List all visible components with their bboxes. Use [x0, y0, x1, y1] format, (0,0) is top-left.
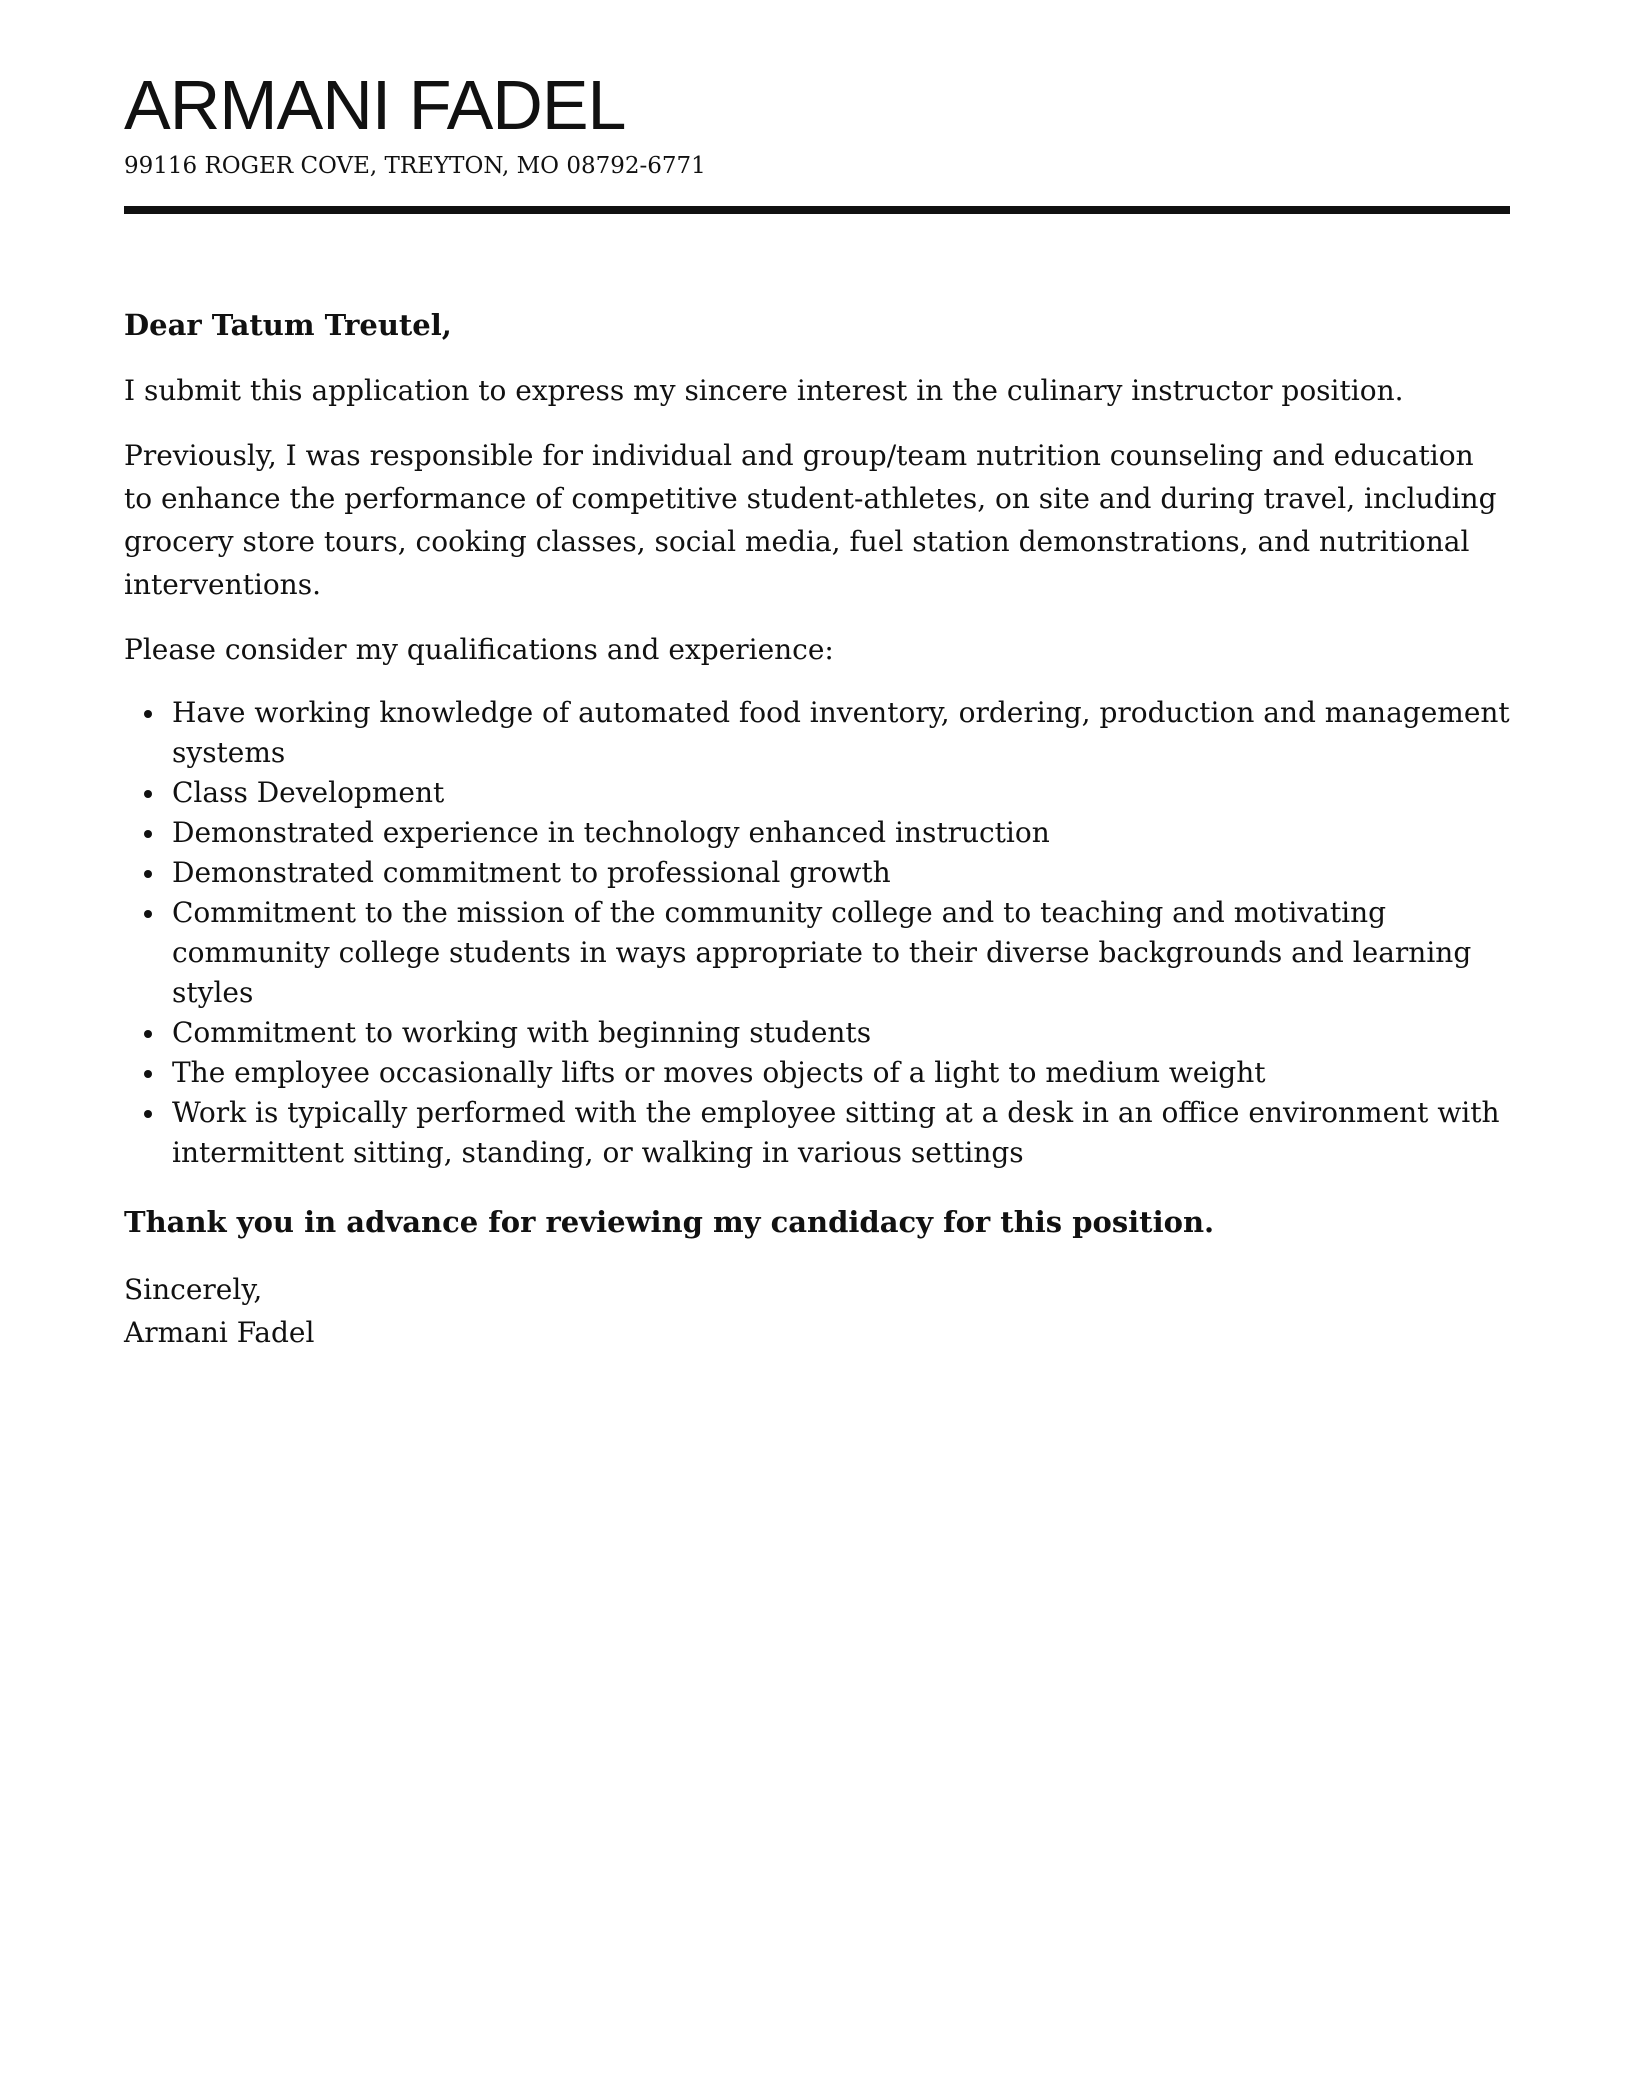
experience-paragraph: Previously, I was responsible for individual and group/team nutrition counseling and education to enhance the performance of competitive student-athletes, on site and during travel, including grocery store tours, cooking classes, social media, fuel station demonstrations, and nutritional interventions. — [124, 439, 1497, 601]
signoff: Sincerely, — [124, 1273, 263, 1306]
applicant-address: 99116 ROGER COVE, TREYTON, MO 08792-6771 — [124, 153, 706, 179]
list-item: Commitment to working with beginning students — [172, 1013, 1510, 1053]
applicant-name: ARMANI FADEL — [124, 66, 626, 144]
qualifications-list — [124, 693, 1510, 1173]
list-item: Class Development — [172, 773, 1510, 813]
signature-name: Armani Fadel — [124, 1316, 315, 1349]
list-item: Have working knowledge of automated food inventory, ordering, production and management systems — [172, 693, 1510, 773]
list-item: The employee occasionally lifts or moves objects of a light to medium weight — [172, 1053, 1510, 1093]
qualifications-intro: Please consider my qualifications and experience: — [124, 633, 834, 666]
list-item: Demonstrated commitment to professional growth — [172, 853, 1510, 893]
intro-paragraph: I submit this application to express my sincere interest in the culinary instructor position. — [124, 374, 1404, 407]
header-divider — [124, 206, 1510, 214]
list-item: Work is typically performed with the employee sitting at a desk in an office environment with intermittent sitting, standing, or walking in various settings — [172, 1093, 1510, 1173]
closing-statement: Thank you in advance for reviewing my candidacy for this position. — [124, 1205, 1215, 1239]
salutation: Dear Tatum Treutel, — [124, 308, 452, 342]
list-item: Commitment to the mission of the community college and to teaching and motivating community college students in ways appropriate to their diverse backgrounds and learning styles — [172, 893, 1510, 1013]
letter-body — [124, 304, 1510, 1354]
list-item: Demonstrated experience in technology enhanced instruction — [172, 813, 1510, 853]
